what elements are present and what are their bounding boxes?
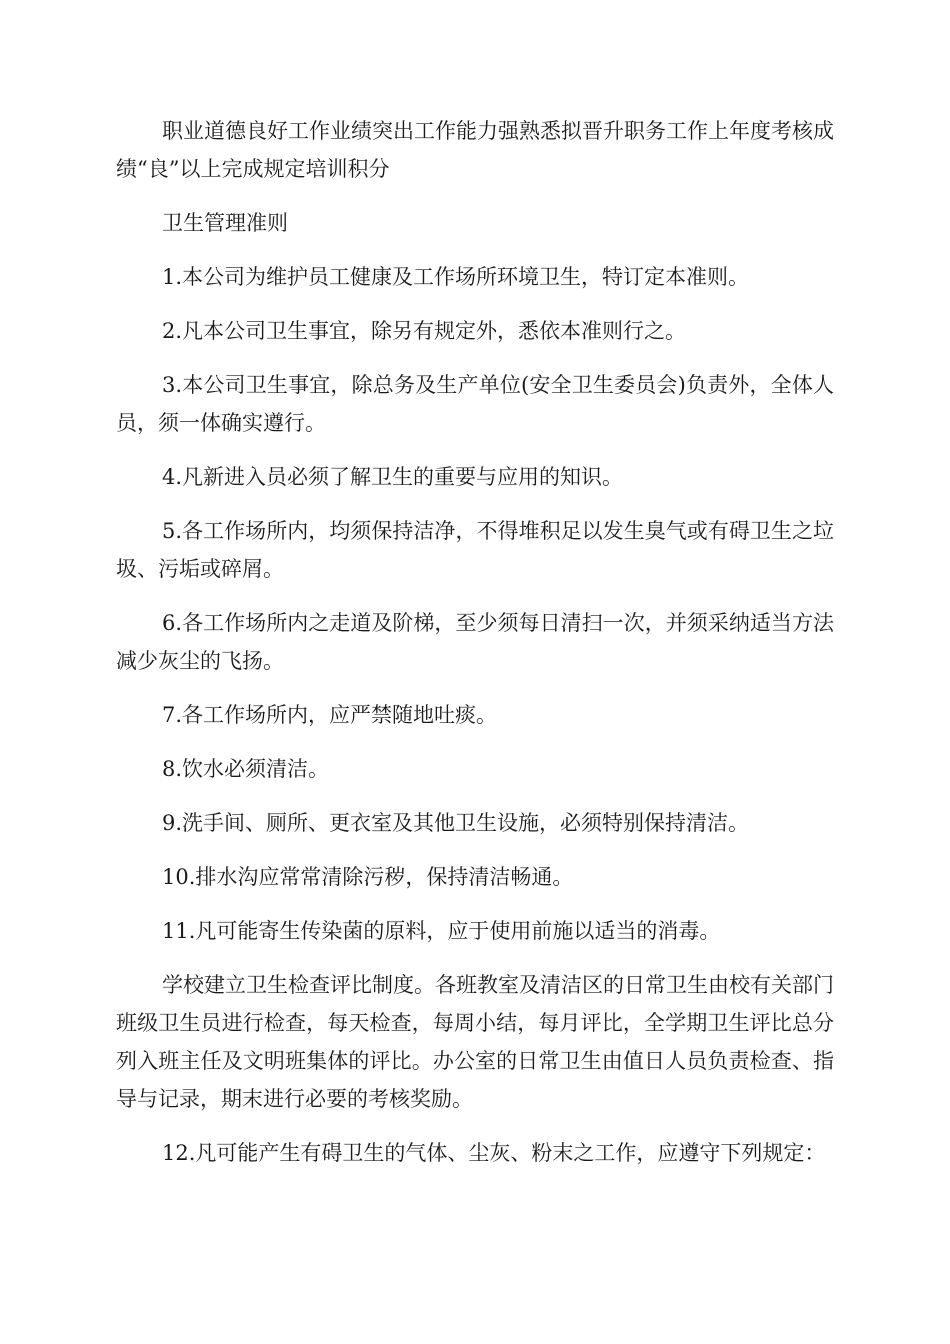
rule-item-3: 3.本公司卫生事宜，除总务及生产单位(安全卫生委员会)负责外，全体人员，须一体确实遵行。 — [116, 373, 834, 435]
rule-item-10: 10.排水沟应常常清除污秽，保持清洁畅通。 — [162, 865, 574, 889]
rule-item-5: 5.各工作场所内，均须保持洁净，不得堆积足以发生臭气或有碍卫生之垃圾、污垢或碎屑。 — [116, 519, 834, 581]
rule-item-12: 12.凡可能产生有碍卫生的气体、尘灰、粉末之工作，应遵守下列规定： — [162, 1141, 826, 1165]
rule-item-2: 2.凡本公司卫生事宜，除另有规定外，悉依本准则行之。 — [162, 319, 687, 343]
rule-item-11: 11.凡可能寄生传染菌的原料，应于使用前施以适当的消毒。 — [162, 919, 721, 943]
section-heading: 卫生管理准则 — [162, 211, 288, 235]
rule-item-7: 7.各工作场所内，应严禁随地吐痰。 — [162, 703, 498, 727]
rule-item-8: 8.饮水必须清洁。 — [162, 757, 330, 781]
rule-item-9: 9.洗手间、厕所、更衣室及其他卫生设施，必须特别保持清洁。 — [162, 811, 750, 835]
document-body — [116, 112, 834, 1172]
paragraph-school-inspection: 学校建立卫生检查评比制度。各班教室及清洁区的日常卫生由校有关部门班级卫生员进行检查，每天检查，每周小结，每月评比，全学期卫生评比总分列入班主任及文明班集体的评比。办公室的日常卫生由值日人员负责检查、指导与记录，期末进行必要的考核奖励。 — [116, 973, 834, 1111]
paragraph-intro: 职业道德良好工作业绩突出工作能力强熟悉拟晋升职务工作上年度考核成绩“良”以上完成规定培训积分 — [116, 119, 834, 181]
rule-item-1: 1.本公司为维护员工健康及工作场所环境卫生，特订定本准则。 — [162, 265, 750, 289]
rule-item-6: 6.各工作场所内之走道及阶梯，至少须每日清扫一次，并须采纳适当方法减少灰尘的飞扬。 — [116, 611, 834, 673]
rule-item-4: 4.凡新进入员必须了解卫生的重要与应用的知识。 — [162, 465, 624, 489]
